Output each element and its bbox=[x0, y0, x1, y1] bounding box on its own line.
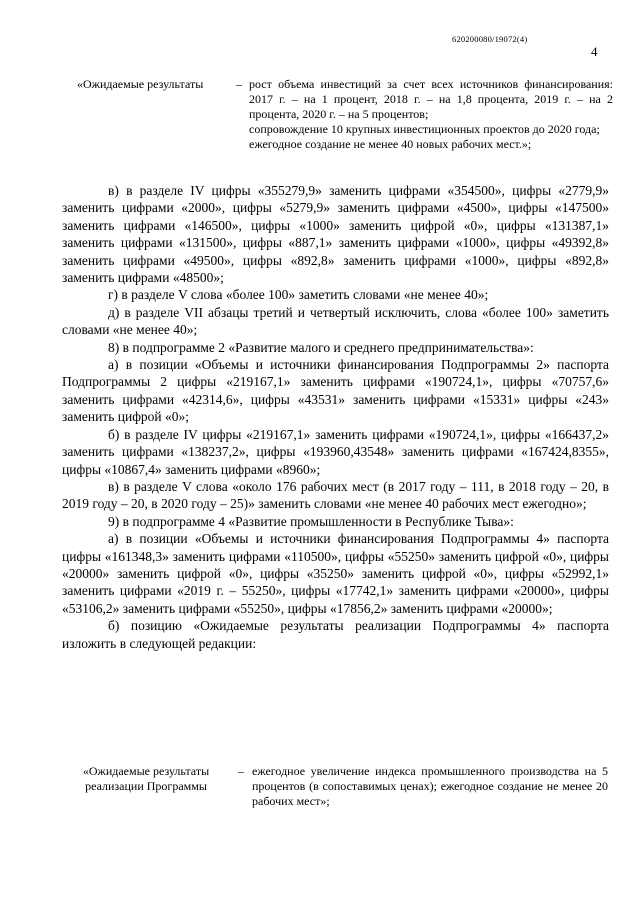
paragraph: а) в позиции «Объемы и источники финансирования Подпрограммы 2» паспорта Подпрограммы 2 цифры «219167,1» заменить цифрами «190724,1», цифры «70757,6» заменить цифрами «42314,6», цифры «43531» заменить цифрами «15331» цифры «243» заменить цифрой «0»; bbox=[62, 357, 609, 425]
result-line: ежегодное создание не менее 40 новых рабочих мест.»; bbox=[249, 137, 532, 151]
table-dash: – bbox=[238, 764, 244, 778]
paragraph: в) в разделе IV цифры «355279,9» заменить цифрами «354500», цифры «2779,9» заменить цифрами «2000», цифры «5279,9» заменить цифрами «4500», цифры «147500» заменить цифрами «146500», цифры «1000» заменить цифрой «0», цифры «131387,1» заменить цифрами «131500», цифры «887,1» заменить цифрами «1000», цифры «49392,8» заменить цифрами «49500», цифры «892,8» заменить цифрами «1000», цифры «892,8» заменить цифрами «48500»; bbox=[62, 183, 609, 286]
result-line: ежегодное увеличение индекса промышленного производства на 5 процентов (в сопоставимых ценах); ежегодное создание не менее 20 рабочих мест»; bbox=[252, 764, 608, 808]
document-number: 620200080/19072(4) bbox=[452, 34, 528, 44]
expected-results-table bbox=[77, 77, 613, 152]
result-line: сопровождение 10 крупных инвестиционных проектов до 2020 года; bbox=[249, 122, 600, 136]
document-body bbox=[62, 182, 609, 652]
paragraph: 9) в подпрограмме 4 «Развитие промышленности в Республике Тыва»: bbox=[108, 513, 514, 529]
program-results-table bbox=[62, 764, 608, 809]
program-results-text bbox=[252, 764, 608, 809]
paragraph: г) в разделе V слова «более 100» заметить словами «не менее 40»; bbox=[108, 287, 489, 303]
paragraph: 8) в подпрограмме 2 «Развитие малого и среднего предпринимательства»: bbox=[108, 339, 534, 355]
page-number: 4 bbox=[591, 44, 598, 59]
paragraph: а) в позиции «Объемы и источники финансирования Подпрограммы 4» паспорта цифры «161348,3» заменить цифрами «110500», цифры «55250» заменить цифрой «0», цифры «20000» заменить цифрой «0», цифры «35250» заменить цифрой «0», цифры «52992,1» заменить цифрами «2019 г. – 55250», цифры «17742,1» заменить цифрами «20000», цифры «53106,2» заменить цифрами «55250», цифры «17856,2» заменить цифрами «20000»; bbox=[62, 531, 609, 616]
paragraph: д) в разделе VII абзацы третий и четвертый исключить, слова «более 100» заметить словами «не менее 40»; bbox=[62, 304, 609, 338]
paragraph: б) позицию «Ожидаемые результаты реализации Подпрограммы 4» паспорта изложить в следующей редакции: bbox=[62, 618, 609, 651]
paragraph: б) в разделе IV цифры «219167,1» заменить цифрами «190724,1», цифры «166437,2» заменить цифрами «138237,2», цифры «193960,43548» заменить цифрами «167424,8355», цифры «10867,4» заменить цифрами «8960»; bbox=[62, 426, 609, 477]
result-line: рост объема инвестиций за счет всех источников финансирования: 2017 г. – на 1 процент, 2018 г. – на 1,8 процента, 2019 г. – на 2 процента, 2020 г. – на 5 процентов; bbox=[249, 77, 613, 121]
program-results-label: «Ожидаемые результаты реализации Программы bbox=[82, 764, 210, 793]
expected-results-label: «Ожидаемые результаты bbox=[77, 77, 204, 91]
paragraph: в) в разделе V слова «около 176 рабочих мест (в 2017 году – 111, в 2018 году – 20, в 2019 году – 20, в 2020 году – 25)» заменить словами «не менее 40 рабочих мест ежегодно»; bbox=[62, 478, 609, 512]
table-dash: – bbox=[236, 77, 242, 91]
expected-results-text bbox=[249, 77, 613, 152]
